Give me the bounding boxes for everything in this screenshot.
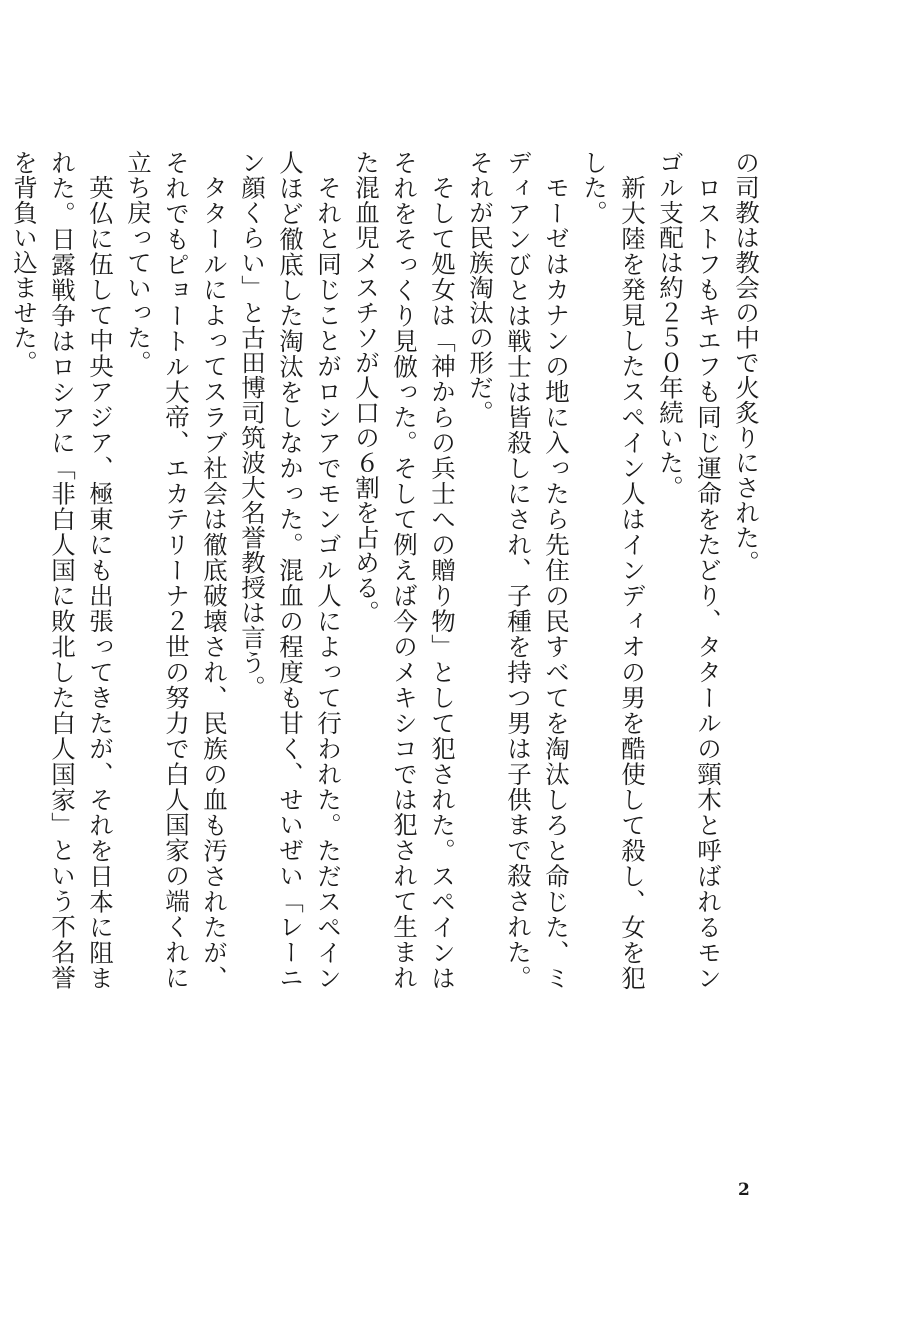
paragraph: の司教は教会の中で火炙りにされた。 [732,150,761,575]
paragraph: モーゼはカナンの地に入ったら先住の民すべてを淘汰しろと命じた、ミディアンびとは戦士は皆殺しにされ、子種を持つ男は子供まで殺された。それが民族淘汰の形だ。 [466,150,571,990]
paragraph: それと同じことがロシアでモンゴル人によって行われた。ただスペイン人ほど徹底した淘汰をしなかった。混血の程度も甘く、せいぜい「レーニン顔くらい」と古田博司筑波大名誉教授は言う。 [238,150,343,990]
vertical-text-body [10,150,765,990]
paragraph: ロストフもキエフも同じ運命をたどり、タタールの頸木と呼ばれるモンゴル支配は約２５０年続いた。 [656,150,723,990]
paragraph: タタールによってスラブ社会は徹底破壊され、民族の血も汚されたが、それでもピョートル大帝、エカテリーナ２世の努力で白人国家の端くれに立ち戻っていった。 [124,150,229,990]
paragraph: 新大陸を発見したスペイン人はインディオの男を酷使して殺し、女を犯した。 [580,150,647,990]
paragraph: そして処女は「神からの兵士への贈り物」として犯された。スペインはそれをそっくり見倣った。そして例えば今のメキシコでは犯されて生まれた混血児メスチソが人口の６割を占める。 [352,150,457,990]
paragraph: 英仏に伍して中央アジア、極東にも出張ってきたが、それを日本に阻まれた。日露戦争はロシアに「非白人国に敗北した白人国家」という不名誉を背負い込ませた。 [10,150,115,990]
page-number: 2 [738,1180,750,1200]
